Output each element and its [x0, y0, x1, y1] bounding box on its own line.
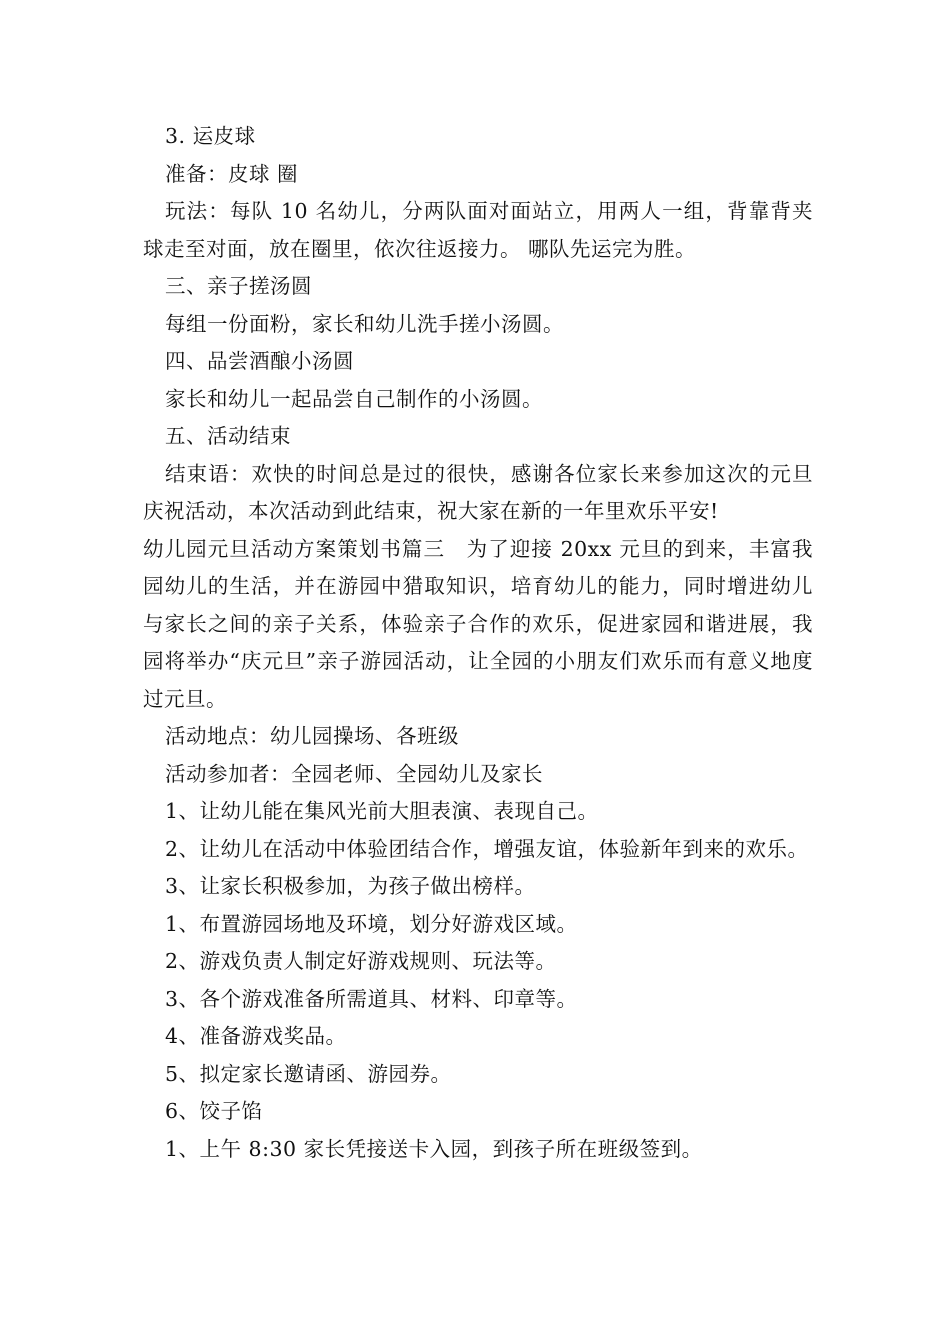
- activity-location: 活动地点：幼儿园操场、各班级: [165, 724, 459, 748]
- prep-item-6: 6、饺子馅: [165, 1099, 263, 1123]
- gameplay-paragraph: 玩法：每队 10 名幼儿，分两队面对面站立，用两人一组，背靠背夹球走至对面，放在圈里，依次往返接力。 哪队先运完为胜。: [143, 199, 813, 261]
- closing-remarks-paragraph: 结束语：欢快的时间总是过的很快，感谢各位家长来参加这次的元旦庆祝活动，本次活动到此结束，祝大家在新的一年里欢乐平安!: [143, 461, 813, 523]
- prep-item-2: 2、游戏负责人制定好游戏规则、玩法等。: [165, 949, 557, 973]
- goal-item-2: 2、让幼儿在活动中体验团结合作，增强友谊，体验新年到来的欢乐。: [165, 836, 809, 861]
- heading-transport-ball: 3. 运皮球: [165, 124, 256, 148]
- goal-item-3: 3、让家长积极参加，为孩子做出榜样。: [165, 874, 536, 898]
- section-heading-4: 四、品尝酒酿小汤圆: [165, 349, 354, 373]
- preparation-line: 准备：皮球 圈: [165, 161, 299, 186]
- plan-three-intro-paragraph: 幼儿园元旦活动方案策划书篇三 为了迎接 20xx 元旦的到来，丰富我园幼儿的生活，并在游园中猎取知识，培育幼儿的能力，同时增进幼儿与家长之间的亲子关系，体验亲子合作的欢乐，促进家园和谐进展，我园将举办“庆元旦”亲子游园活动，让全园的小朋友们欢乐而有意义地度过元旦。: [143, 536, 813, 711]
- prep-item-1: 1、布置游园场地及环境，划分好游戏区域。: [165, 911, 578, 936]
- section-heading-5: 五、活动结束: [165, 424, 291, 448]
- prep-item-3: 3、各个游戏准备所需道具、材料、印章等。: [165, 986, 578, 1011]
- goal-item-1: 1、让幼儿能在集风光前大胆表演、表现自己。: [165, 799, 599, 823]
- section-heading-3: 三、亲子搓汤圆: [165, 274, 312, 298]
- prep-item-5: 5、拟定家长邀请函、游园券。: [165, 1061, 452, 1086]
- schedule-item-1: 1、上午 8:30 家长凭接送卡入园，到孩子所在班级签到。: [165, 1136, 703, 1161]
- tasting-paragraph: 家长和幼儿一起品尝自己制作的小汤圆。: [165, 386, 543, 411]
- document-body: [143, 118, 813, 1168]
- tangyuan-paragraph: 每组一份面粉，家长和幼儿洗手搓小汤圆。: [165, 311, 564, 336]
- prep-item-4: 4、准备游戏奖品。: [165, 1024, 347, 1048]
- activity-participants: 活动参加者：全园老师、全园幼儿及家长: [165, 761, 543, 786]
